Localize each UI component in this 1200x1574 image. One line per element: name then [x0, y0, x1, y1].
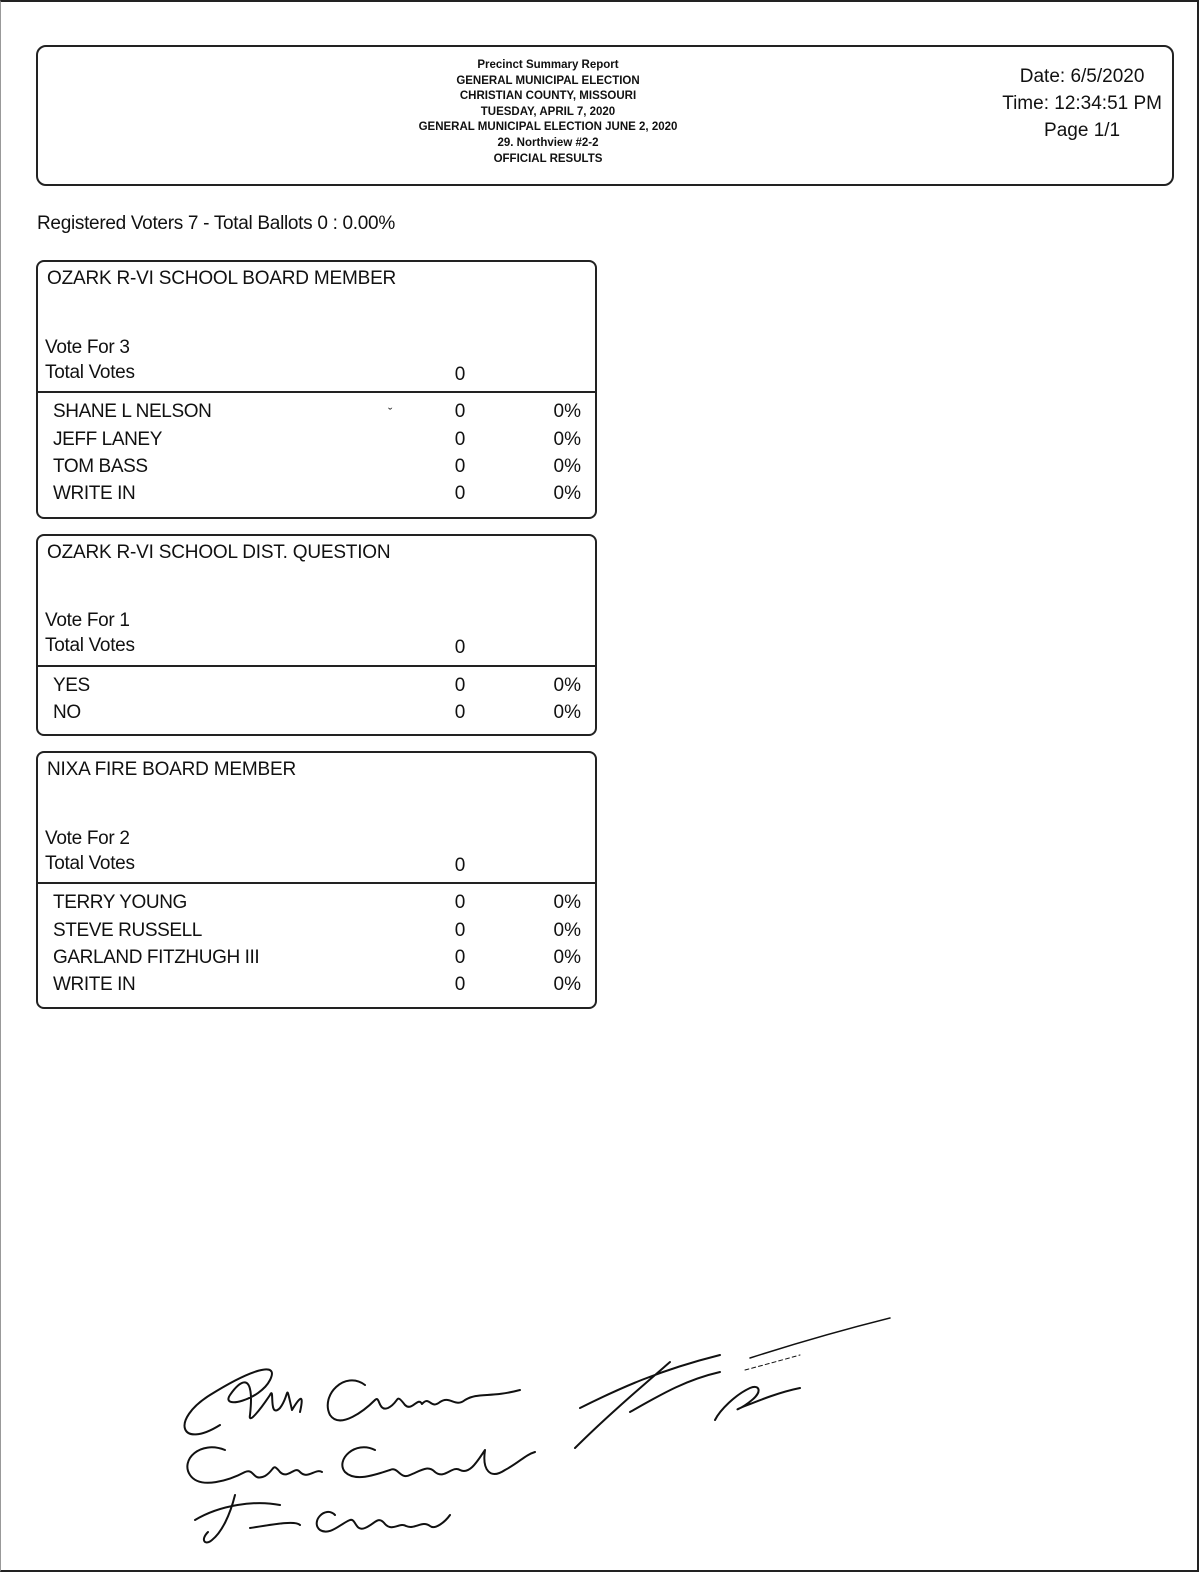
vote-for: Vote For 2 [45, 828, 130, 849]
choice-row [38, 702, 595, 729]
candidate-votes: 0 [454, 429, 466, 450]
candidate-percent: 0% [553, 429, 581, 450]
candidate-row [38, 920, 595, 947]
choice-percent: 0% [553, 675, 581, 696]
total-votes-label: Total Votes [45, 853, 135, 874]
contest-ozark-school-question [36, 534, 597, 736]
divider [38, 882, 595, 884]
election-date: TUESDAY, APRIL 7, 2020 [480, 105, 616, 118]
candidate-percent: 0% [553, 892, 581, 913]
signature-2 [187, 1447, 535, 1482]
candidate-name: WRITE IN [53, 483, 136, 504]
total-votes-label: Total Votes [45, 635, 135, 656]
candidate-percent: 0% [553, 456, 581, 477]
candidate-row [38, 947, 595, 974]
candidate-percent: 0% [553, 401, 581, 422]
choice-name: YES [53, 675, 90, 696]
candidate-name: TOM BASS [53, 456, 148, 477]
candidate-name: WRITE IN [53, 974, 136, 995]
candidate-votes: 0 [454, 456, 466, 477]
divider [38, 391, 595, 393]
vote-for: Vote For 3 [45, 337, 130, 358]
choice-votes: 0 [454, 702, 466, 723]
candidate-percent: 0% [553, 920, 581, 941]
candidate-row [38, 483, 595, 510]
candidate-percent: 0% [553, 974, 581, 995]
election-name: GENERAL MUNICIPAL ELECTION [456, 74, 640, 87]
turnout-summary: Registered Voters 7 - Total Ballots 0 : 0.00% [37, 213, 395, 234]
total-votes-value: 0 [454, 364, 466, 385]
page-number: Page 1/1 [1044, 120, 1121, 141]
signature-4 [575, 1318, 890, 1448]
signatures [160, 1300, 920, 1570]
divider [38, 665, 595, 667]
choice-votes: 0 [454, 675, 466, 696]
report-time: Time: 12:34:51 PM [1002, 93, 1162, 114]
choice-name: NO [53, 702, 81, 723]
candidate-name: JEFF LANEY [53, 429, 162, 450]
contest-ozark-school-board [36, 260, 597, 519]
candidate-name: SHANE L NELSON [53, 401, 212, 422]
contest-title: OZARK R-VI SCHOOL BOARD MEMBER [47, 268, 397, 289]
choice-row [38, 675, 595, 702]
report-header [36, 45, 1174, 186]
total-votes-value: 0 [454, 855, 466, 876]
stray-mark: ˇ [388, 405, 393, 420]
total-votes-value: 0 [454, 637, 466, 658]
vote-for: Vote For 1 [45, 610, 130, 631]
report-meta [1002, 63, 1162, 144]
candidate-row [38, 401, 595, 428]
election-subtitle: GENERAL MUNICIPAL ELECTION JUNE 2, 2020 [418, 121, 678, 134]
report-title: Precinct Summary Report [477, 59, 619, 71]
precinct-name: 29. Northview #2-2 [497, 136, 599, 149]
report-title-block [288, 58, 808, 167]
candidate-name: GARLAND FITZHUGH III [53, 947, 260, 968]
candidate-row [38, 429, 595, 456]
candidate-votes: 0 [454, 920, 466, 941]
candidate-votes: 0 [454, 947, 466, 968]
candidate-row [38, 974, 595, 1001]
candidate-votes: 0 [454, 974, 466, 995]
candidate-percent: 0% [553, 483, 581, 504]
choice-percent: 0% [553, 702, 581, 723]
candidate-name: TERRY YOUNG [53, 892, 187, 913]
candidate-row [38, 456, 595, 483]
candidate-votes: 0 [454, 483, 466, 504]
total-votes-label: Total Votes [45, 362, 135, 383]
candidate-votes: 0 [454, 401, 466, 422]
results-status: OFFICIAL RESULTS [493, 152, 603, 165]
candidate-votes: 0 [454, 892, 466, 913]
candidate-percent: 0% [553, 947, 581, 968]
contest-title: NIXA FIRE BOARD MEMBER [47, 759, 296, 780]
signature-3 [195, 1495, 450, 1542]
contest-nixa-fire-board [36, 751, 597, 1009]
contest-title: OZARK R-VI SCHOOL DIST. QUESTION [47, 542, 391, 563]
candidate-row [38, 892, 595, 919]
jurisdiction: CHRISTIAN COUNTY, MISSOURI [459, 90, 637, 103]
signature-1 [185, 1369, 520, 1434]
candidate-name: STEVE RUSSELL [53, 920, 202, 941]
report-date: Date: 6/5/2020 [1019, 66, 1145, 87]
